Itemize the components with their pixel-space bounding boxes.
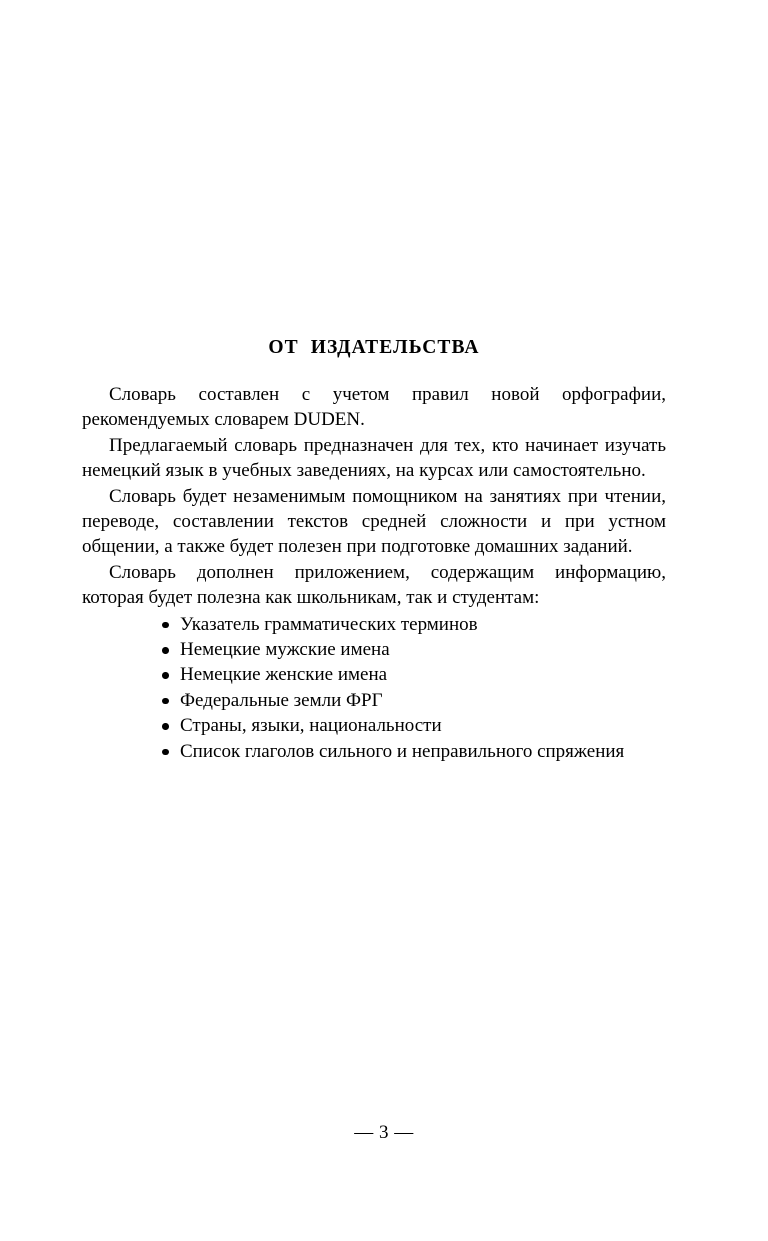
bullet-icon xyxy=(162,749,169,756)
body-paragraph-4: Словарь дополнен приложением, содержащим информацию, которая будет полезна как школьникам, так и студентам: xyxy=(82,561,666,609)
list-item xyxy=(82,662,666,687)
list-item xyxy=(82,713,666,738)
appendix-list xyxy=(82,612,666,764)
page-number: — 3 — xyxy=(354,1122,414,1143)
list-item-label: Страны, языки, национальности xyxy=(180,715,442,737)
list-item xyxy=(82,739,666,764)
bullet-icon xyxy=(162,647,169,654)
body-paragraph-3: Словарь будет незаменимым помощником на занятиях при чтении, переводе, составлении текстов средней сложности и при устном общении, а также будет полезен при подготовке домашних заданий. xyxy=(82,485,666,558)
bullet-icon xyxy=(162,723,169,730)
list-item xyxy=(82,637,666,662)
page-content xyxy=(82,336,666,764)
list-item-label: Указатель грамматических терминов xyxy=(180,613,478,635)
list-item xyxy=(82,612,666,637)
body-paragraph-2: Предлагаемый словарь предназначен для тех, кто начинает изучать немецкий язык в учебных заведениях, на курсах или самостоятельно. xyxy=(82,434,666,482)
body-paragraph-1: Словарь составлен с учетом правил новой орфографии, рекомендуемых словарем DUDEN. xyxy=(82,384,666,431)
bullet-icon xyxy=(162,698,169,705)
list-item-label: Немецкие мужские имена xyxy=(180,639,390,661)
bullet-icon xyxy=(162,672,169,679)
list-item xyxy=(82,688,666,713)
bullet-icon xyxy=(162,622,169,629)
list-item-label: Немецкие женские имена xyxy=(180,664,388,686)
list-item-label: Федеральные земли ФРГ xyxy=(180,689,383,711)
list-item-label: Список глаголов сильного и неправильного спряжения xyxy=(180,740,625,762)
page-title: ОТ ИЗДАТЕЛЬСТВА xyxy=(268,337,480,358)
